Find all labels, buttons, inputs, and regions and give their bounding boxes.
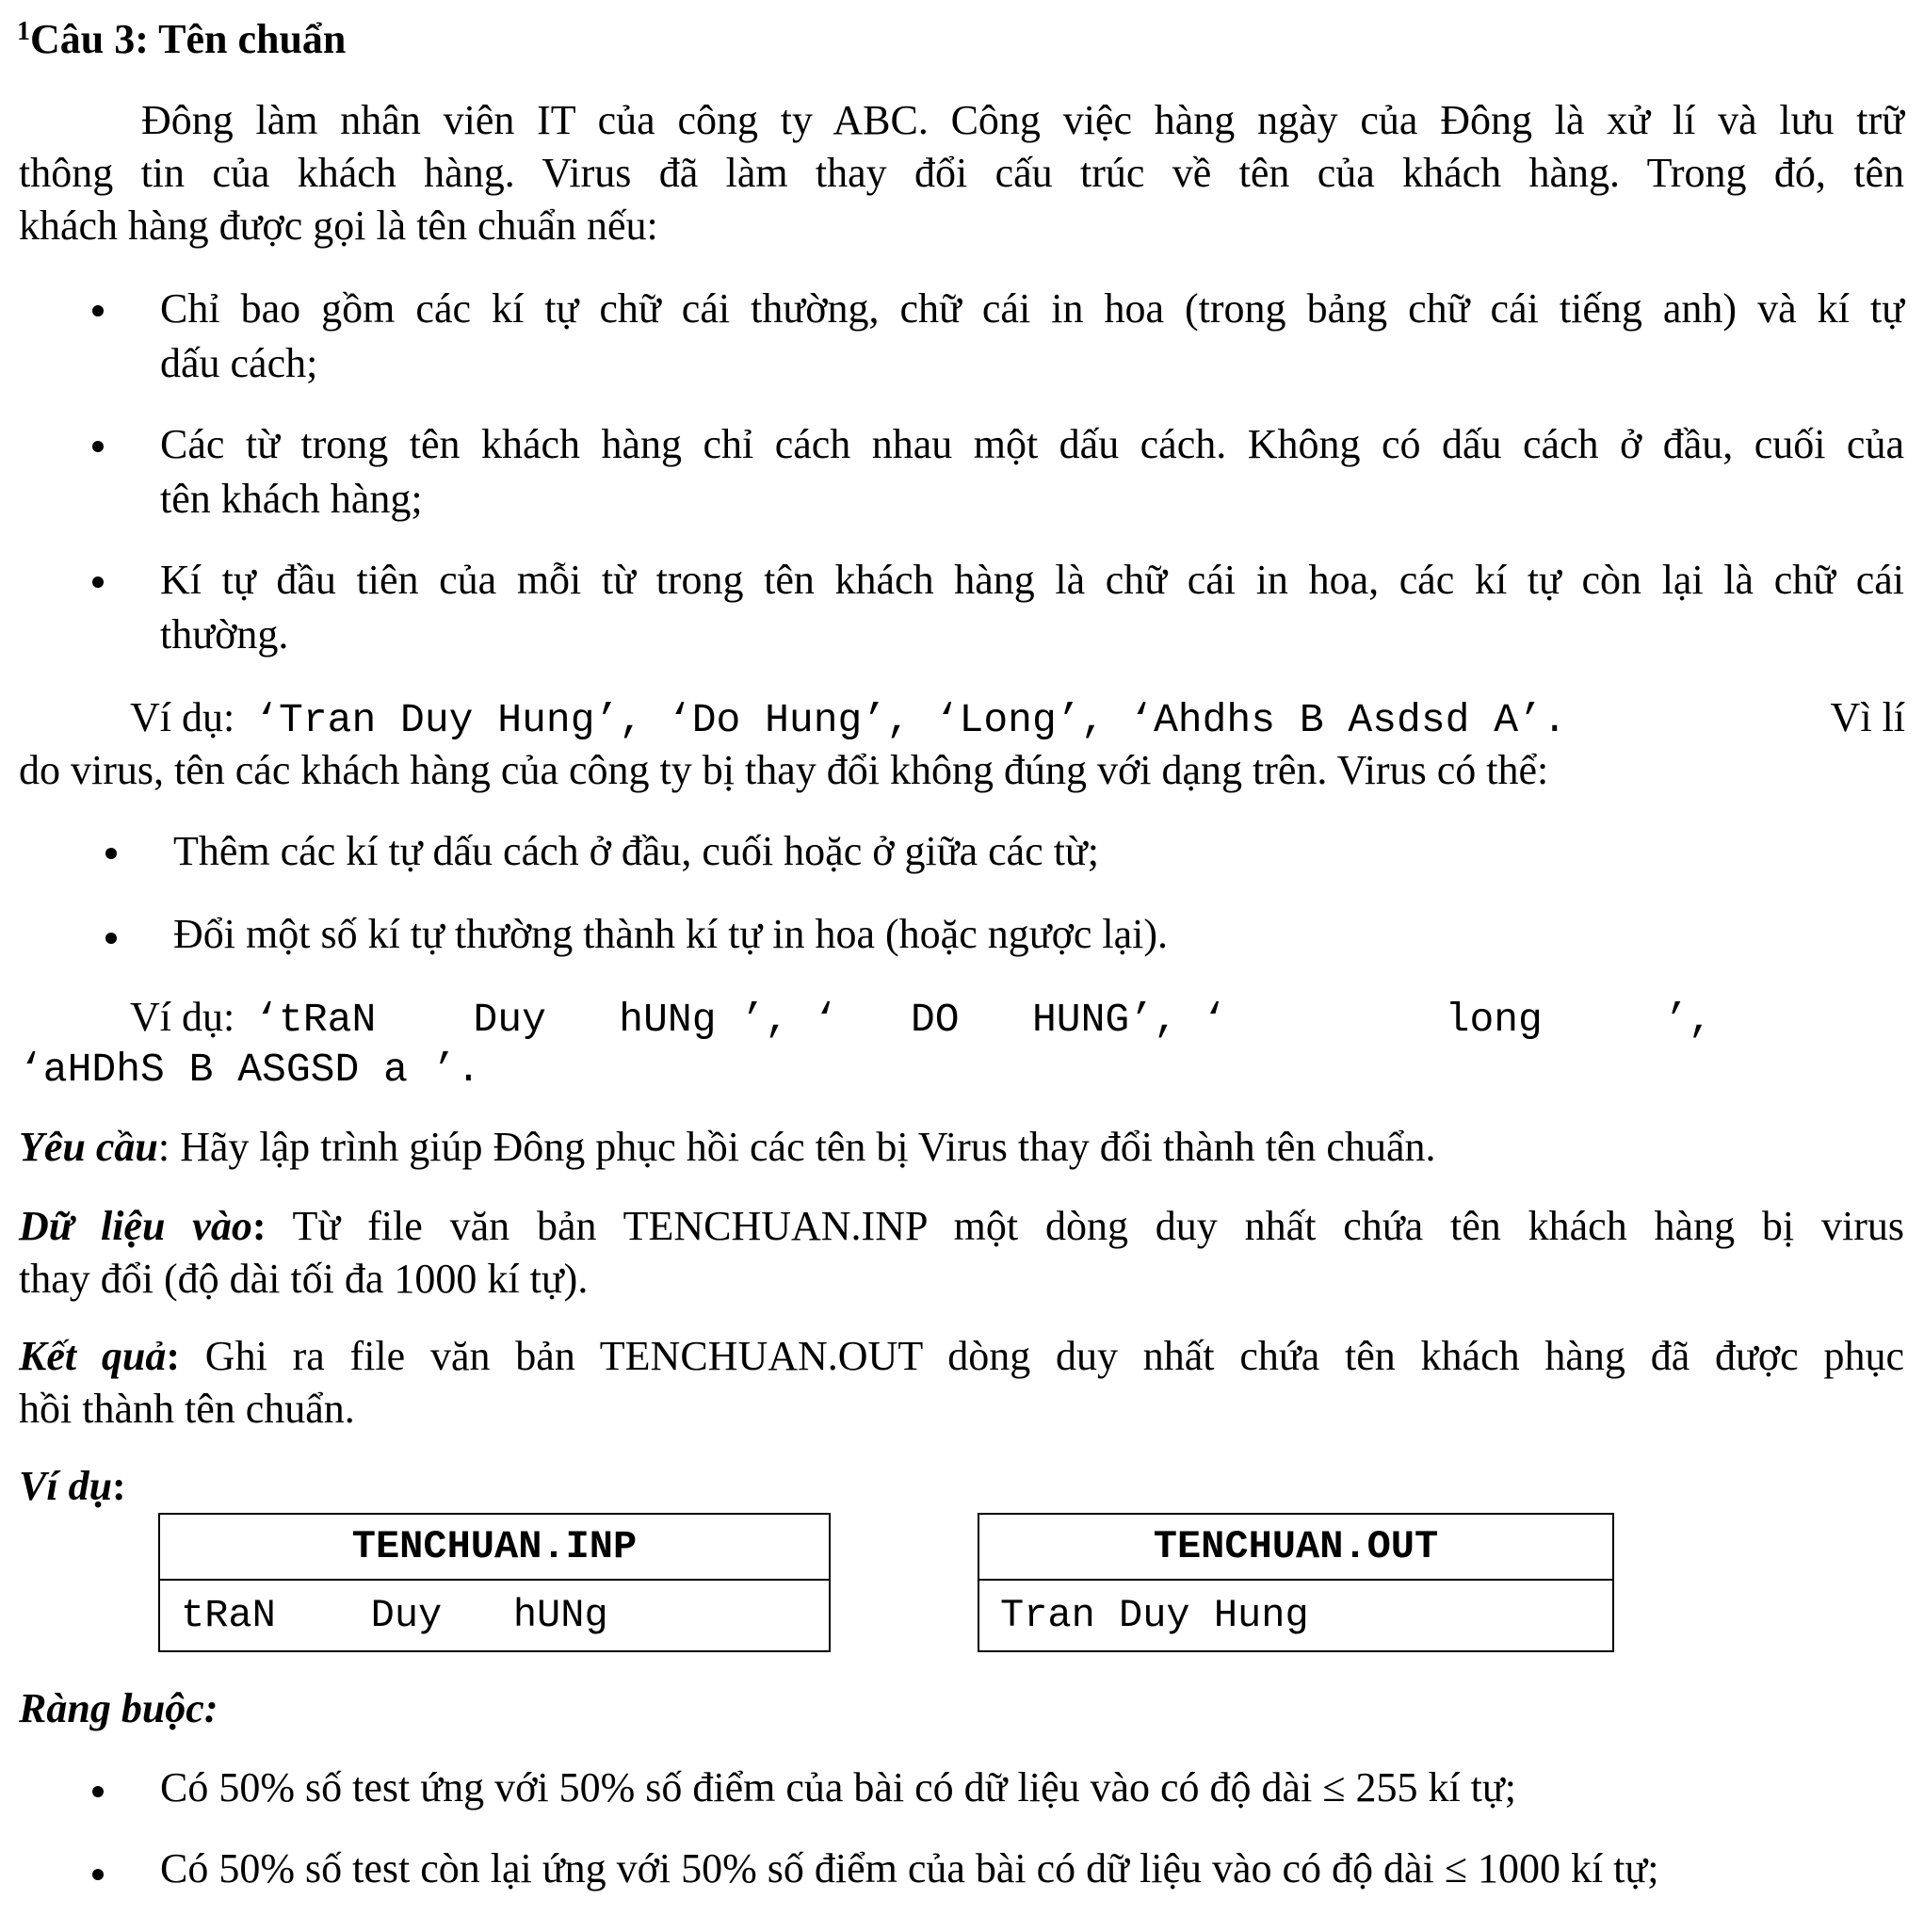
requirement-text: : Hãy lập trình giúp Đông phục hồi các tên bị Virus thay đổi thành tên chuẩn. [157,1124,1436,1170]
example2-line-2: ‘aHDhS B ASGSD a ’. [19,1047,481,1093]
bullet-icon [92,441,104,452]
rule-line-1: Chỉ bao gồm các kí tự chữ cái thường, chữ cái in hoa (trong bảng chữ cái tiếng anh) và kí tự [160,285,1904,332]
example2-line-1 [130,994,1713,1043]
input-example-header: TENCHUAN.INP [160,1515,829,1581]
output-spec-label: Kết quả [19,1333,167,1379]
example1-samples: ‘Tran Duy Hung’, ‘Do Hung’, ‘Long’, ‘Ahdhs B Asdsd A’. [254,697,1567,743]
virus-action-text: Thêm các kí tự dấu cách ở đầu, cuối hoặc ở giữa các từ; [173,828,1099,874]
input-example-value: tRaN Duy hUNg [181,1593,608,1638]
requirement-label: Yêu cầu [19,1124,158,1170]
virus-action-text: Đổi một số kí tự thường thành kí tự in hoa (hoặc ngược lại). [173,911,1168,957]
input-spec-line-1: Dữ liệu vào: Từ file văn bản TENCHUAN.INP một dòng duy nhất chứa tên khách hàng bị virus [19,1203,1904,1249]
title-text: Câu 3: Tên chuẩn [30,16,347,62]
bullet-icon [105,933,117,944]
input-spec-line-2: thay đổi (độ dài tối đa 1000 kí tự). [19,1256,589,1302]
rule-line-1: Các từ trong tên khách hàng chỉ cách nhau một dấu cách. Không có dấu cách ở đầu, cuối của [160,421,1904,467]
output-example-value: Tran Duy Hung [1000,1593,1309,1638]
rule-line-2: tên khách hàng; [160,476,423,522]
rule-line-2: dấu cách; [160,340,318,386]
problem-title [17,16,347,62]
requirement [19,1124,1436,1170]
example1-line-2: do virus, tên các khách hàng của công ty bị thay đổi không đúng với dạng trên. Virus có thể: [19,747,1549,793]
input-spec-label: Dữ liệu vào [19,1203,252,1249]
rule-line-1: Kí tự đầu tiên của mỗi từ trong tên khách hàng là chữ cái in hoa, các kí tự còn lại là chữ cái [160,557,1904,603]
bullet-icon [92,1869,104,1880]
example1-label: Ví dụ: [130,694,235,740]
example1-line-1 [130,694,1567,743]
input-example-box [158,1513,831,1652]
intro-line-3: khách hàng được gọi là tên chuẩn nếu: [19,203,658,249]
example2-label: Ví dụ: [130,994,235,1040]
constraint-text: Có 50% số test còn lại ứng với 50% số điểm của bài có dữ liệu vào có độ dài ≤ 1000 kí tự; [160,1845,1659,1891]
bullet-icon [92,305,104,317]
bullet-icon [92,576,104,588]
example1-tail: Vì lí [1830,694,1905,740]
bullet-icon [92,1786,104,1797]
constraint-text: Có 50% số test ứng với 50% số điểm của bài có dữ liệu vào có độ dài ≤ 255 kí tự; [160,1764,1516,1810]
output-spec-line-1: Kết quả: Ghi ra file văn bản TENCHUAN.OUT dòng duy nhất chứa tên khách hàng đã được phục [19,1333,1904,1379]
example2-samples-1: ‘tRaN Duy hUNg ’, ‘ DO HUNG’, ‘ long ’, [254,997,1713,1043]
output-example-box [978,1513,1614,1652]
bullet-icon [105,848,117,859]
output-spec-line-2: hồi thành tên chuẩn. [19,1386,355,1432]
input-spec-text: Từ file văn bản TENCHUAN.INP một dòng duy nhất chứa tên khách hàng bị virus [266,1203,1904,1249]
footnote-mark: 1 [17,17,30,46]
intro-line-2: thông tin của khách hàng. Virus đã làm thay đổi cấu trúc về tên của khách hàng. Trong đó, tên [19,150,1904,196]
output-spec-text: Ghi ra file văn bản TENCHUAN.OUT dòng duy nhất chứa tên khách hàng đã được phục [180,1333,1904,1379]
intro-line-1: Đông làm nhân viên IT của công ty ABC. Công việc hàng ngày của Đông là xử lí và lưu trữ [141,97,1904,143]
constraints-heading: Ràng buộc: [19,1685,218,1731]
rule-line-2: thường. [160,611,289,658]
example-heading: Ví dụ: [19,1463,126,1509]
output-example-header: TENCHUAN.OUT [979,1515,1612,1581]
